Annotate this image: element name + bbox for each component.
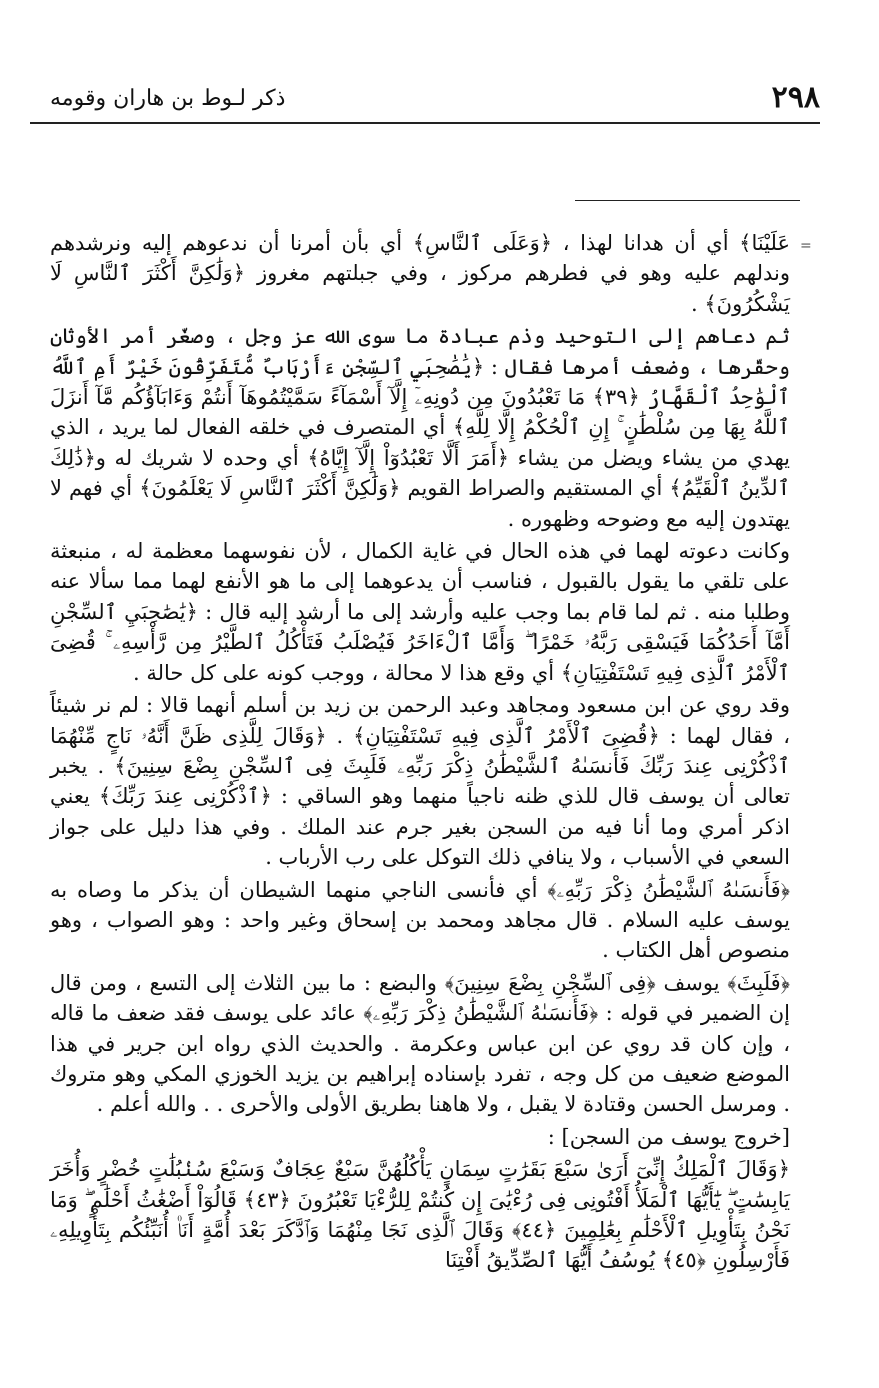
section-heading: [خروج يوسف من السجن] : xyxy=(547,1124,790,1149)
paragraph: عَلَيْنَا﴾ أي أن هدانا لهذا ، ﴿وَعَلَى ٱلنَّاسِ﴾ أي بأن أمرنا أن ندعوهم إليه ونرشدهم وندلهم عليه وهو في فطرهم مركوز ، وفي جبلتهم مغروز ﴿وَلَٰكِنَّ أَكْثَرَ ٱلنَّاسِ لَا يَشْكُرُونَ﴾ . xyxy=(50,231,790,316)
paragraph: ﴿فَلَبِثَ﴾ يوسف ﴿فِى ٱلسِّجْنِ بِضْعَ سِنِينَ﴾ والبضع : ما بين الثلاث إلى التسع ، ومن قال إن الضمير في قوله : ﴿فَأَنسَىٰهُ ٱلشَّيْطَٰنُ ذِكْرَ رَبِّهِۦ﴾ عائد على يوسف فقد ضعف ما قاله ، وإن كان قد روي عن ابن عباس وعكرمة . والحديث الذي رواه ابن جرير في هذا الموضع ضعيف من كل وجه ، تفرد بإسناده إبراهيم بن يزيد الخوزي المكي وهو متروك . ومرسل الحسن وقتادة لا يقبل ، ولا هاهنا بطريق الأولى والأحرى . . والله أعلم . xyxy=(50,970,790,1117)
paragraph: وكانت دعوته لهما في هذه الحال في غاية الكمال ، لأن نفوسهما معظمة له ، منبعثة على تلقي ما يقول بالقبول ، فناسب أن يدعوهما إلى ما هو الأنفع لهما مما سألا عنه وطلبا منه . ثم لما قام بما وجب عليه وأرشد إلى ما أرشد إليه قال : ﴿يَٰصَٰحِبَيِ ٱلسِّجْنِ أَمَّآ أَحَدُكُمَا فَيَسْقِى رَبَّهُۥ خَمْرًا ۖ وَأَمَّا ٱلْءَاخَرُ فَيُصْلَبُ فَتَأْكُلُ ٱلطَّيْرُ مِن رَّأْسِهِۦ ۚ قُضِىَ ٱلْأَمْرُ ٱلَّذِى فِيهِ تَسْتَفْتِيَانِ﴾ أي وقع هذا لا محالة ، ووجب كونه على كل حالة . xyxy=(50,539,791,685)
quran-verse: ﴿وَقَالَ ٱلْمَلِكُ إِنِّىٓ أَرَىٰ سَبْعَ بَقَرَٰتٍ سِمَانٍ يَأْكُلُهُنَّ سَبْعٌ عِجَافٌ وَسَبْعَ سُنۢبُلَٰتٍ خُضْرٍ وَأُخَرَ يَابِسَٰتٍ ۖ يَٰٓأَيُّهَا ٱلْمَلَأُ أَفْتُونِى فِى رُءْيَٰىَ إِن كُنتُمْ لِلرُّءْيَا تَعْبُرُونَ ﴿٤٣﴾ قَالُوٓاْ أَضْغَٰثُ أَحْلَٰمٍ ۖ وَمَا نَحْنُ بِتَأْوِيلِ ٱلْأَحْلَٰمِ بِعَٰلِمِينَ ﴿٤٤﴾ وَقَالَ ٱلَّذِى نَجَا مِنْهُمَا وَٱدَّكَرَ بَعْدَ أُمَّةٍ أَنَا۠ أُنَبِّئُكُم بِتَأْوِيلِهِۦ فَأَرْسِلُونِ ﴿٤٥﴾ يُوسُفُ أَيُّهَا ٱلصِّدِّيقُ أَفْتِنَا xyxy=(50,1157,790,1273)
footnote-divider xyxy=(575,200,800,201)
page-number: ٢٩٨ xyxy=(771,80,820,115)
running-title: ذكر لـوط بن هاران وقومه xyxy=(50,86,286,111)
margin-mark-icon: = xyxy=(800,238,812,254)
header-divider xyxy=(30,122,820,124)
paragraph: وقد روي عن ابن مسعود ومجاهد وعبد الرحمن بن زيد بن أسلم أنهما قالا : لم نر شيئاً ، فقال لهما : ﴿قُضِىَ ٱلْأَمْرُ ٱلَّذِى فِيهِ تَسْتَفْتِيَانِ﴾ . ﴿وَقَالَ لِلَّذِى ظَنَّ أَنَّهُۥ نَاجٍ مِّنْهُمَا ٱذْكُرْنِى عِندَ رَبِّكَ فَأَنسَىٰهُ ٱلشَّيْطَٰنُ ذِكْرَ رَبِّهِۦ فَلَبِثَ فِى ٱلسِّجْنِ بِضْعَ سِنِينَ﴾ . يخبر تعالى أن يوسف قال للذي ظنه ناجياً منهما وهو الساقي : ﴿ٱذْكُرْنِى عِندَ رَبِّكَ﴾ يعني اذكر أمري وما أنا فيه من السجن بغير جرم عند الملك . وفي هذا دليل على جواز السعي في الأسباب ، ولا ينافي ذلك التوكل على رب الأرباب . xyxy=(50,693,790,870)
body-text xyxy=(50,228,790,1276)
page-header xyxy=(30,80,820,120)
paragraph: ﴿فَأَنسَىٰهُ ٱلشَّيْطَٰنُ ذِكْرَ رَبِّهِۦ﴾ أي فأنسى الناجي منهما الشيطان أن يذكر ما وصاه به يوسف عليه السلام . قال مجاهد ومحمد بن إسحاق وغير واحد : وهو الصواب ، وهو منصوص أهل الكتاب . xyxy=(50,877,790,963)
paragraph: ثم دعاهم إلى التوحيد وذم عبادة ما سوى الله عز وجل ، وصغّر أمر الأوثان وحقّرها ، وضعف أمرها فقال : ﴿يَٰصَٰحِبَيِ ٱلسِّجْنِ ءَأَرْبَابٌ مُّتَفَرِّقُونَ خَيْرٌ أَمِ ٱللَّهُ ٱلْوَٰحِدُ ٱلْقَهَّارُ ﴿٣٩﴾ مَا تَعْبُدُونَ مِن دُونِهِۦٓ إِلَّآ أَسْمَآءً سَمَّيْتُمُوهَآ أَنتُمْ وَءَابَآؤُكُم مَّآ أَنزَلَ ٱللَّهُ بِهَا مِن سُلْطَٰنٍ ۚ إِنِ ٱلْحُكْمُ إِلَّا لِلَّهِ﴾ أي المتصرف في خلقه الفعال لما يريد ، الذي يهدي من يشاء ويضل من يشاء ﴿أَمَرَ أَلَّا تَعْبُدُوٓاْ إِلَّآ إِيَّاهُ﴾ أي وحده لا شريك له و﴿ذَٰلِكَ ٱلدِّينُ ٱلْقَيِّمُ﴾ أي المستقيم والصراط القويم ﴿وَلَٰكِنَّ أَكْثَرَ ٱلنَّاسِ لَا يَعْلَمُونَ﴾ أي فهم لا يهتدون إليه مع وضوحه وظهوره . xyxy=(50,324,790,531)
